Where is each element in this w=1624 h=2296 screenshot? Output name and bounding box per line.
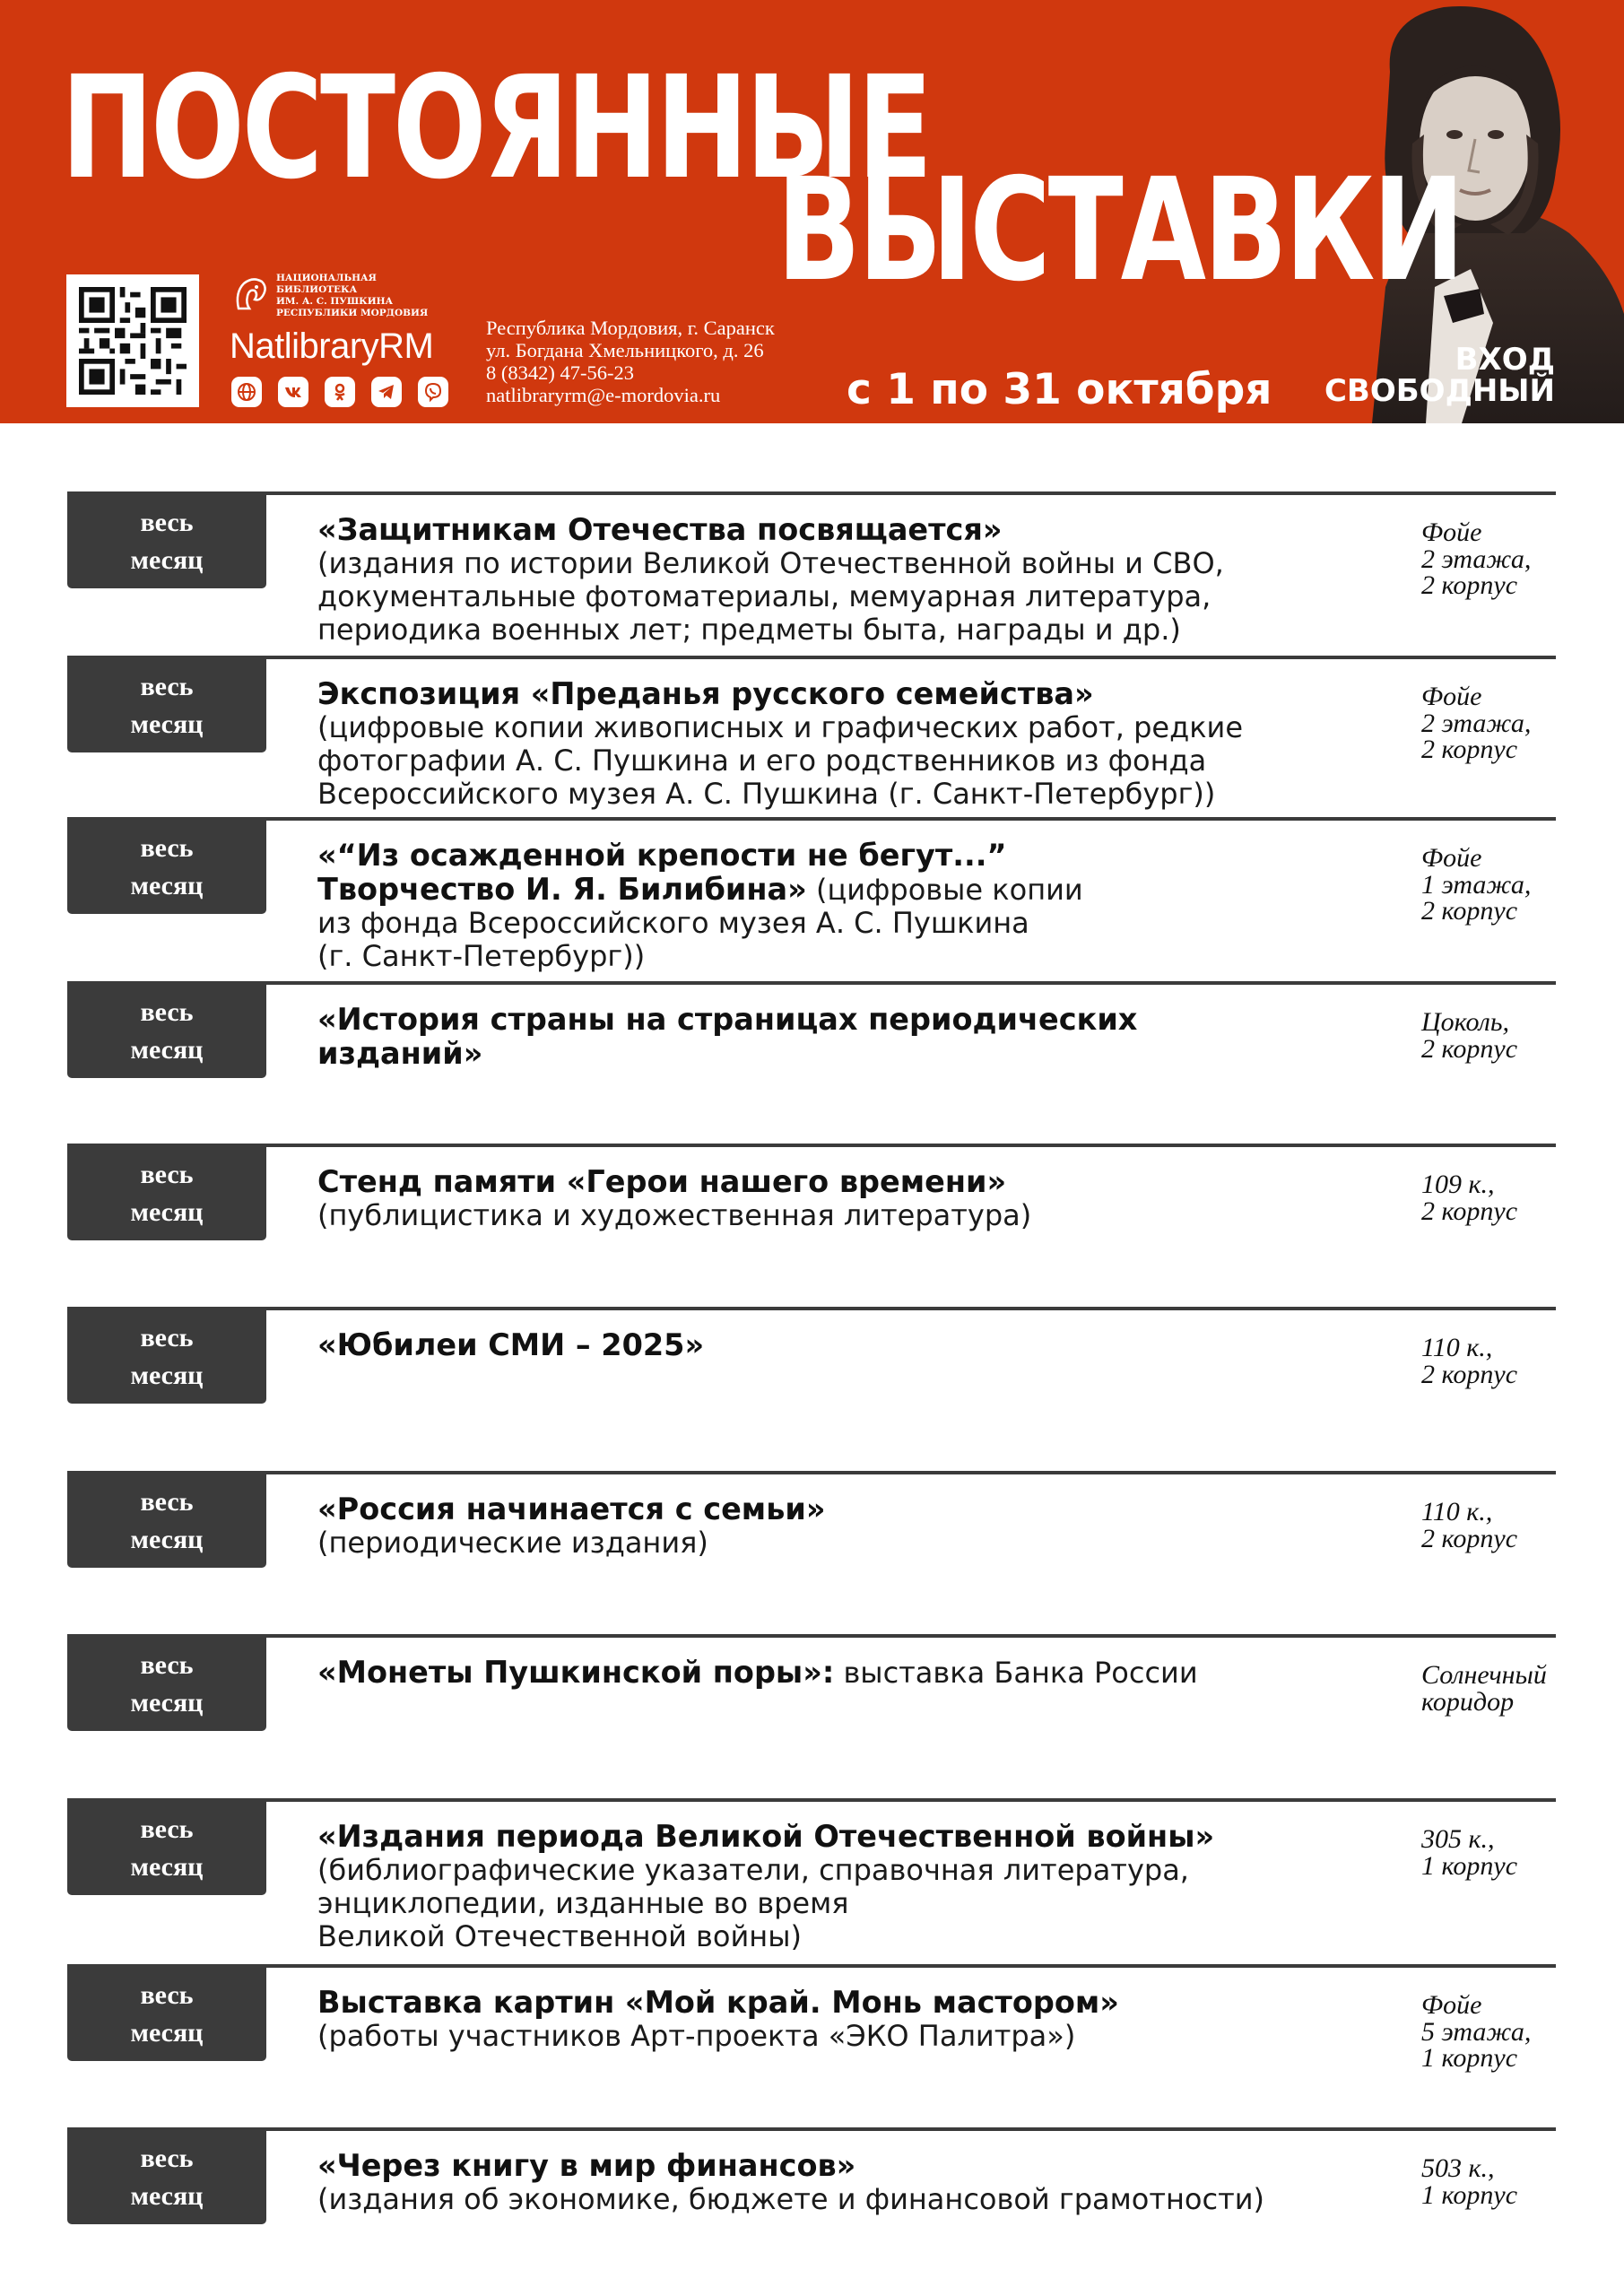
exhibition-dates: с 1 по 31 октября: [847, 365, 1272, 414]
separator-line: [67, 981, 1556, 985]
separator-line: [67, 1144, 1556, 1147]
period-badge: [67, 1310, 266, 1404]
separator-line: [67, 491, 1556, 495]
badge-line2: месяц: [130, 1852, 204, 1882]
admission-line1: ВХОД: [1455, 342, 1555, 378]
separator-line: [67, 1471, 1556, 1474]
exhibition-title: «История страны на страницах периодических изданий»: [317, 1002, 1138, 1071]
exhibition-text: [317, 2149, 1429, 2216]
badge-line1: весь: [140, 1323, 194, 1352]
badge-line2: месяц: [130, 1197, 204, 1227]
exhibition-title: «Защитникам Отечества посвящается»: [317, 512, 1003, 547]
badge-line1: весь: [140, 1650, 194, 1680]
exhibition-location: Фойе 2 этажа, 2 корпус: [1421, 517, 1532, 600]
exhibition-location: 503 к., 1 корпус: [1421, 2153, 1518, 2210]
qr-code-pattern: [79, 287, 187, 395]
badge-line1: весь: [140, 2144, 194, 2173]
separator-line: [67, 1307, 1556, 1310]
badge-line2: месяц: [130, 709, 204, 739]
exhibition-title: «Издания периода Великой Отечественной войны»: [317, 1819, 1215, 1854]
badge-line2: месяц: [130, 871, 204, 900]
exhibition-text: [317, 1820, 1429, 1953]
vk-icon[interactable]: [278, 377, 308, 407]
badge-line2: месяц: [130, 1035, 204, 1065]
period-badge: [67, 821, 266, 914]
exhibition-text: [317, 1492, 1429, 1560]
badge-line1: весь: [140, 508, 194, 537]
exhibition-title: Экспозиция «Преданья русского семейства»: [317, 676, 1094, 711]
separator-line: [67, 1964, 1556, 1968]
exhibition-title: «Россия начинается с семьи»: [317, 1492, 826, 1526]
period-badge: [67, 1802, 266, 1895]
exhibition-details: (публицистика и художественная литература): [317, 1198, 1032, 1232]
exhibition-details: (издания по истории Великой Отечественной войны и СВО, документальные фотоматериалы, мемуарная литература, периодика военных лет; предметы быта, награды и др.): [317, 546, 1224, 647]
exhibition-title: Стенд памяти «Герои нашего времени»: [317, 1164, 1007, 1199]
social-links: [231, 377, 448, 407]
header-banner: [0, 0, 1624, 423]
period-badge: [67, 1968, 266, 2061]
exhibition-location: 305 к., 1 корпус: [1421, 1824, 1518, 1881]
exhibition-location: 109 к., 2 корпус: [1421, 1170, 1518, 1226]
exhibition-title-suffix: выставка Банка России: [834, 1656, 1198, 1690]
exhibition-text: [317, 839, 1429, 973]
exhibition-location: 110 к., 2 корпус: [1421, 1497, 1518, 1553]
badge-line1: весь: [140, 1814, 194, 1844]
separator-line: [67, 2127, 1556, 2131]
exhibition-details: из фонда Всероссийского музея А. С. Пушкина (г. Санкт-Петербург)): [317, 906, 1029, 973]
exhibition-location: Солнечный коридор: [1421, 1660, 1547, 1717]
contact-address: [486, 317, 775, 406]
pushkin-emblem-icon: [231, 274, 271, 314]
badge-line2: месяц: [130, 2018, 204, 2048]
badge-line1: весь: [140, 833, 194, 863]
badge-line1: весь: [140, 997, 194, 1027]
free-admission-label: [1277, 344, 1555, 407]
exhibition-location: Фойе 2 этажа, 2 корпус: [1421, 682, 1532, 764]
exhibition-title: Выставка картин «Мой край. Монь мастором»: [317, 1985, 1119, 2020]
separator-line: [67, 656, 1556, 659]
badge-line2: месяц: [130, 545, 204, 575]
library-handle: NatlibraryRM: [230, 326, 434, 366]
period-badge: [67, 985, 266, 1078]
exhibition-details: (периодические издания): [317, 1526, 708, 1560]
admission-line2: СВОБОДНЫЙ: [1324, 373, 1555, 409]
exhibition-text: [317, 677, 1429, 811]
exhibition-title: «Через книгу в мир финансов»: [317, 2148, 856, 2183]
badge-line1: весь: [140, 672, 194, 701]
qr-code[interactable]: [66, 274, 199, 407]
page-title-line2: ВЫСТАВКИ: [777, 148, 1463, 313]
exhibition-location: 110 к., 2 корпус: [1421, 1333, 1518, 1389]
exhibition-location: Фойе 5 этажа, 1 корпус: [1421, 1990, 1532, 2073]
badge-line1: весь: [140, 1487, 194, 1517]
address-street: ул. Богдана Хмельницкого, д. 26: [486, 339, 764, 361]
badge-line2: месяц: [130, 2181, 204, 2211]
exhibition-title: «Юбилеи СМИ – 2025»: [317, 1327, 705, 1362]
exhibition-title: «Монеты Пушкинской поры»:: [317, 1655, 835, 1690]
badge-line2: месяц: [130, 1361, 204, 1390]
badge-line2: месяц: [130, 1525, 204, 1554]
exhibition-text: [317, 1656, 1429, 1690]
period-badge: [67, 1474, 266, 1568]
period-badge: [67, 2131, 266, 2224]
address-email[interactable]: natlibraryrm@e-mordovia.ru: [486, 384, 721, 406]
telegram-icon[interactable]: [371, 377, 402, 407]
exhibition-text: [317, 513, 1429, 647]
exhibition-details: (работы участников Арт-проекта «ЭКО Палитра»): [317, 2019, 1076, 2053]
exhibition-text: [317, 1003, 1429, 1071]
exhibition-title-suffix: (цифровые копии: [806, 873, 1083, 907]
ok-icon[interactable]: [325, 377, 355, 407]
exhibition-text: [317, 1328, 1429, 1362]
exhibition-location: Фойе 1 этажа, 2 корпус: [1421, 843, 1532, 926]
exhibition-details: (издания об экономике, бюджете и финансовой грамотности): [317, 2182, 1264, 2216]
period-badge: [67, 659, 266, 752]
period-badge: [67, 1638, 266, 1731]
period-badge: [67, 495, 266, 588]
exhibition-location: Цоколь, 2 корпус: [1421, 1007, 1518, 1064]
globe-icon[interactable]: [231, 377, 262, 407]
exhibition-details: (библиографические указатели, справочная литература, энциклопедии, изданные во время Великой Отечественной войны): [317, 1853, 1189, 1953]
library-logo[interactable]: [230, 273, 454, 416]
separator-line: [67, 1798, 1556, 1802]
exhibition-title: «“Из осажденной крепости не бегут...” Творчество И. Я. Билибина»: [317, 838, 1007, 907]
badge-line2: месяц: [130, 1688, 204, 1718]
exhibition-details: (цифровые копии живописных и графических работ, редкие фотографии А. С. Пушкина и его родственников из фонда Всероссийского музея А. С. Пушкина (г. Санкт-Петербург)): [317, 710, 1243, 811]
badge-line1: весь: [140, 1980, 194, 2010]
badge-line1: весь: [140, 1160, 194, 1189]
address-phone: 8 (8342) 47-56-23: [486, 361, 634, 384]
exhibition-text: [317, 1986, 1429, 2053]
viber-icon[interactable]: [418, 377, 448, 407]
period-badge: [67, 1147, 266, 1240]
address-city: Республика Мордовия, г. Саранск: [486, 317, 775, 339]
separator-line: [67, 1634, 1556, 1638]
page-title-line1: ПОСТОЯННЫЕ: [61, 46, 931, 211]
library-name: НАЦИОНАЛЬНАЯ БИБЛИОТЕКА ИМ. А. С. ПУШКИНА РЕСПУБЛИКИ МОРДОВИЯ: [276, 273, 429, 318]
separator-line: [67, 817, 1556, 821]
exhibition-text: [317, 1165, 1429, 1232]
